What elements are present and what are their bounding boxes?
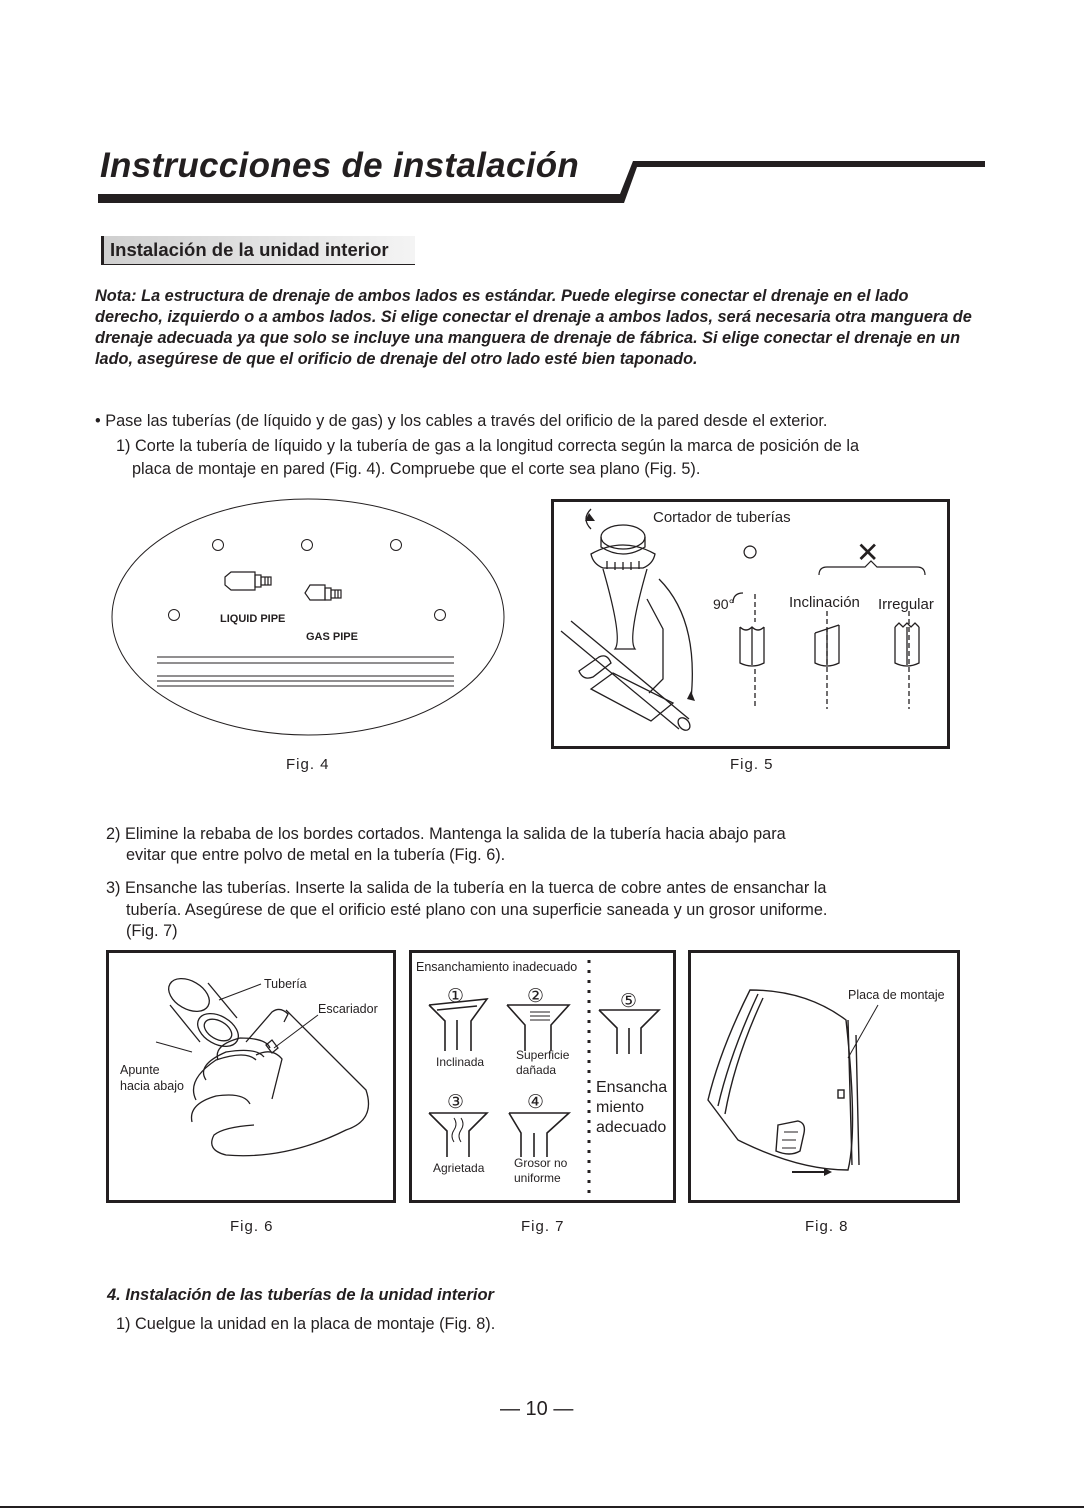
reamer-label: Escariador [318,1002,378,1016]
page-number: — 10 — [500,1398,574,1420]
damaged-label-2: dañada [516,1063,557,1077]
proper-flaring-label-1: Ensancha [596,1079,668,1096]
hand-with-reamer-icon [192,1009,369,1155]
fig6-caption: Fig. 6 [230,1218,274,1235]
hole-icon [213,540,224,551]
proper-flaring-label-3: adecuado [596,1119,667,1136]
proper-flaring-label-2: miento [596,1099,645,1116]
step1-line1: 1) Corte la tubería de líquido y la tubería de gas a la longitud correcta según la marca de posición de la [116,437,860,455]
fig8-indoor-unit-diagram [688,950,960,1203]
step3-line2: tubería. Asegúrese de que el orificio esté plano con una superficie saneada y un grosor uniforme. [126,901,828,919]
fig7-caption: Fig. 7 [521,1218,565,1235]
gas-pipe-label: GAS PIPE [306,631,358,643]
pipe-cutter-icon [561,509,692,733]
hole-icon [391,540,402,551]
title-rule [0,0,1084,210]
fig6-deburring-diagram [106,950,396,1203]
fig4-mounting-plate-diagram [105,495,515,745]
fig5-caption: Fig. 5 [730,756,774,773]
section4-title: Instalación de las tuberías de la unidad interior [125,1286,494,1304]
angle-label: 90° [713,596,735,612]
number-4-icon: ④ [527,1092,545,1113]
gas-pipe-connector-icon [305,585,341,600]
mounting-plate-label: Placa de montaje [848,988,945,1002]
page-title: Instrucciones de instalación [100,146,580,185]
section4-heading [107,1286,494,1305]
step3-line3: (Fig. 7) [126,922,178,940]
fig7-flaring-diagram [409,950,676,1203]
inclined-label: Inclinada [436,1055,485,1069]
uneven-label-2: uniforme [514,1171,561,1185]
liquid-pipe-label: LIQUID PIPE [220,613,286,625]
pipe-cutter-label: Cortador de tuberías [653,509,791,526]
fig4-caption: Fig. 4 [286,756,330,773]
point-down-label-2: hacia abajo [120,1079,184,1093]
step3-line1: 3) Ensanche las tuberías. Inserte la salida de la tubería en la tuerca de cobre antes de ensanchar la [106,879,827,897]
bullet-text: Pase las tuberías (de líquido y de gas) y los cables a través del orificio de la pared desde el exterior. [105,412,828,430]
pipe-label: Tubería [264,977,307,991]
section-heading: Instalación de la unidad interior [101,236,415,265]
liquid-pipe-connector-icon [225,572,271,590]
number-1-icon: ① [447,986,465,1007]
number-3-icon: ③ [447,1092,465,1113]
hole-icon [169,610,180,621]
section4-step1: 1) Cuelgue la unidad en la placa de montaje (Fig. 8). [116,1315,496,1333]
cracked-label: Agrietada [433,1161,485,1175]
number-2-icon: ② [527,986,545,1007]
point-down-label-1: Apunte [120,1063,160,1077]
indoor-unit-icon [708,990,859,1170]
irregular-label: Irregular [878,596,934,613]
number-5-icon: ⑤ [620,991,638,1012]
inclination-label: Inclinación [789,594,860,611]
step2-line2: evitar que entre polvo de metal en la tubería (Fig. 6). [126,846,506,864]
bullet-item [95,411,827,432]
step2-line1: 2) Elimine la rebaba de los bordes cortados. Mantenga la salida de la tubería hacia abajo para [106,825,786,843]
hole-icon [302,540,313,551]
wrong-mark-icon: ✕ [856,537,880,568]
hole-icon [435,610,446,621]
drainage-note: Nota: La estructura de drenaje de ambos lados es estándar. Puede elegirse conectar el drenaje en el lado derecho, izquierdo o a ambos lados. Si elige conectar el drenaje a ambos lados, será necesaria otra manguera de drenaje adecuada ya que solo se incluye una manguera de drenaje de fábrica. Si elige conectar el drenaje en un lado, asegúrese de que el orificio de drenaje del otro lado esté bien taponado. [95,287,972,368]
damaged-label-1: Superficie [516,1048,570,1062]
bullet-icon: • [95,412,101,430]
bottom-rule [0,1506,1084,1508]
uneven-label-1: Grosor no [514,1156,568,1170]
improper-flaring-label: Ensanchamiento inadecuado [416,960,578,974]
fig5-pipe-cutter-diagram [551,499,950,749]
correct-mark-icon: ○ [741,535,760,568]
fig8-caption: Fig. 8 [805,1218,849,1235]
step1-line2: placa de montaje en pared (Fig. 4). Compruebe que el corte sea plano (Fig. 5). [132,460,701,478]
section4-number: 4. [107,1286,121,1304]
